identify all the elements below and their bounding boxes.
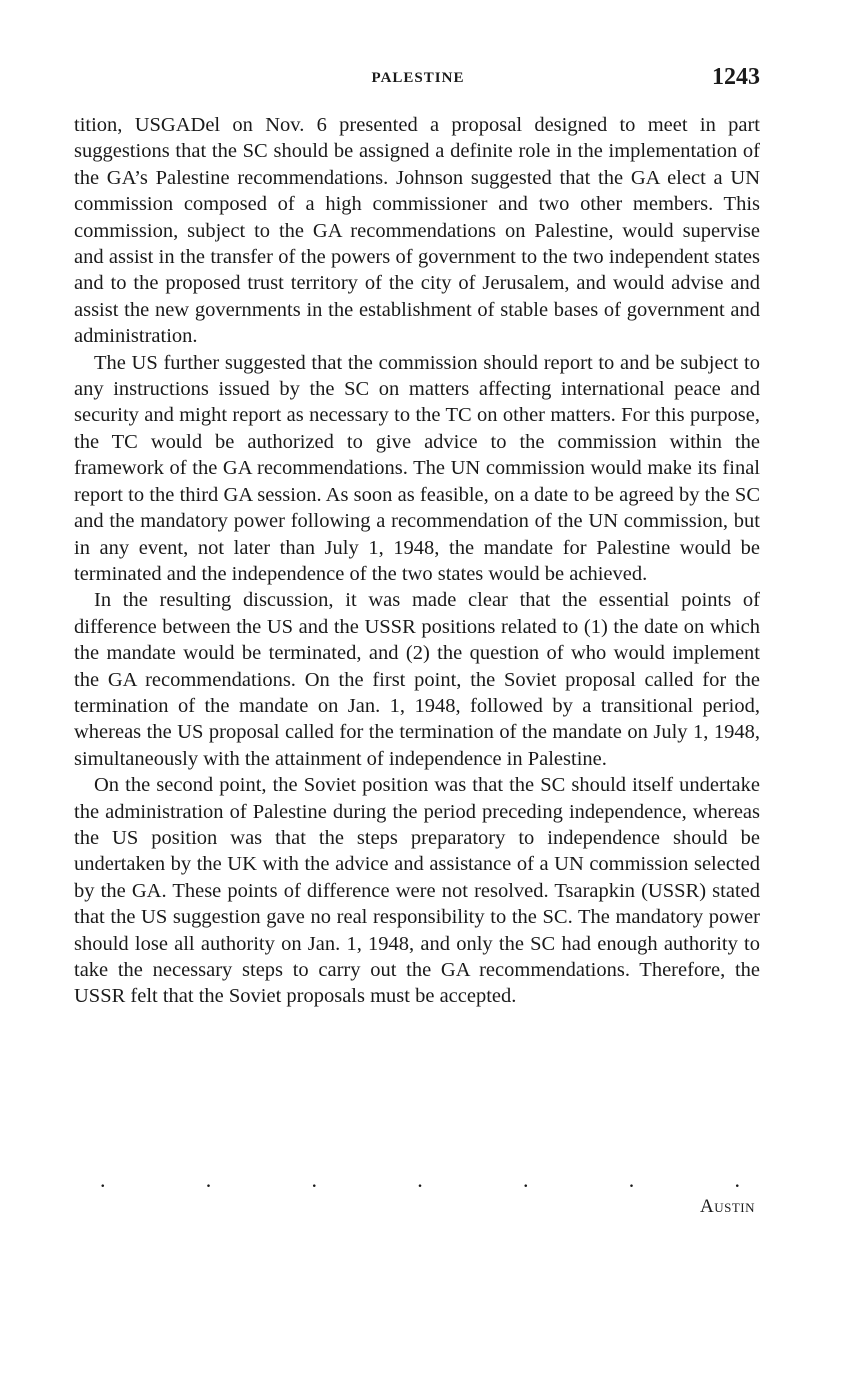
ellipsis-dot: . [734,1167,740,1192]
page-number: 1243 [712,64,760,90]
omission-ellipsis [100,1167,740,1192]
ellipsis-dot: . [100,1167,106,1192]
ellipsis-dot: . [523,1167,529,1192]
signature: Austin [700,1196,755,1217]
ellipsis-dot: . [628,1167,635,1192]
ellipsis-dot: . [417,1167,423,1192]
running-title: PALESTINE [371,70,465,86]
paragraph-3: In the resulting discussion, it was made clear that the essential points of difference between the US and the USSR positions related to (1) the date on which the mandate would be terminated, and (2) the question of who would implement the GA recommendations. On the first point, the Soviet proposal called for the termination of the mandate on Jan. 1, 1948, followed by a transitional period, whereas the US proposal called for the termination of the mandate on July 1, 1948, simultaneously with the attainment of independence in Palestine. [74,589,760,770]
body-text [74,112,760,1010]
ellipsis-dot: . [205,1167,212,1192]
paragraph-2: The US further suggested that the commission should report to and be subject to any instructions issued by the SC on matters affecting international peace and security and might report as necessary to the TC on other matters. For this purpose, the TC would be authorized to give advice to the commission within the framework of the GA recommendations. The UN commission would make its final report to the third GA session. As soon as feasible, on a date to be agreed by the SC and the mandatory power following a recommendation of the UN commission, but in any event, not later than July 1, 1948, the mandate for Palestine would be terminated and the independence of the two states would be achieved. [74,351,760,585]
paragraph-1: tition, USGADel on Nov. 6 presented a proposal designed to meet in part suggestions that the SC should be assigned a definite role in the implementation of the GA’s Palestine recommendations. Johnson suggested that the GA elect a UN commission composed of a high commissioner and two other members. This commission, subject to the GA recommendations on Palestine, would supervise and assist in the transfer of the powers of government to the two independent states and to the proposed trust territory of the city of Jerusalem, and would advise and assist the new governments in the establishment of stable bases of government and administration. [74,114,760,348]
ellipsis-dot: . [311,1167,317,1192]
paragraph-4: On the second point, the Soviet position was that the SC should itself undertake the administration of Palestine during the period preceding independence, whereas the US position was that the steps preparatory to independence should be undertaken by the UK with the advice and assistance of a UN commission selected by the GA. These points of difference were not resolved. Tsarapkin (USSR) stated that the US suggestion gave no real responsibility to the SC. The mandatory power should lose all authority on Jan. 1, 1948, and only the SC had enough authority to take the necessary steps to carry out the GA recommendations. Therefore, the USSR felt that the Soviet proposals must be accepted. [74,774,760,1008]
running-header [76,64,760,94]
